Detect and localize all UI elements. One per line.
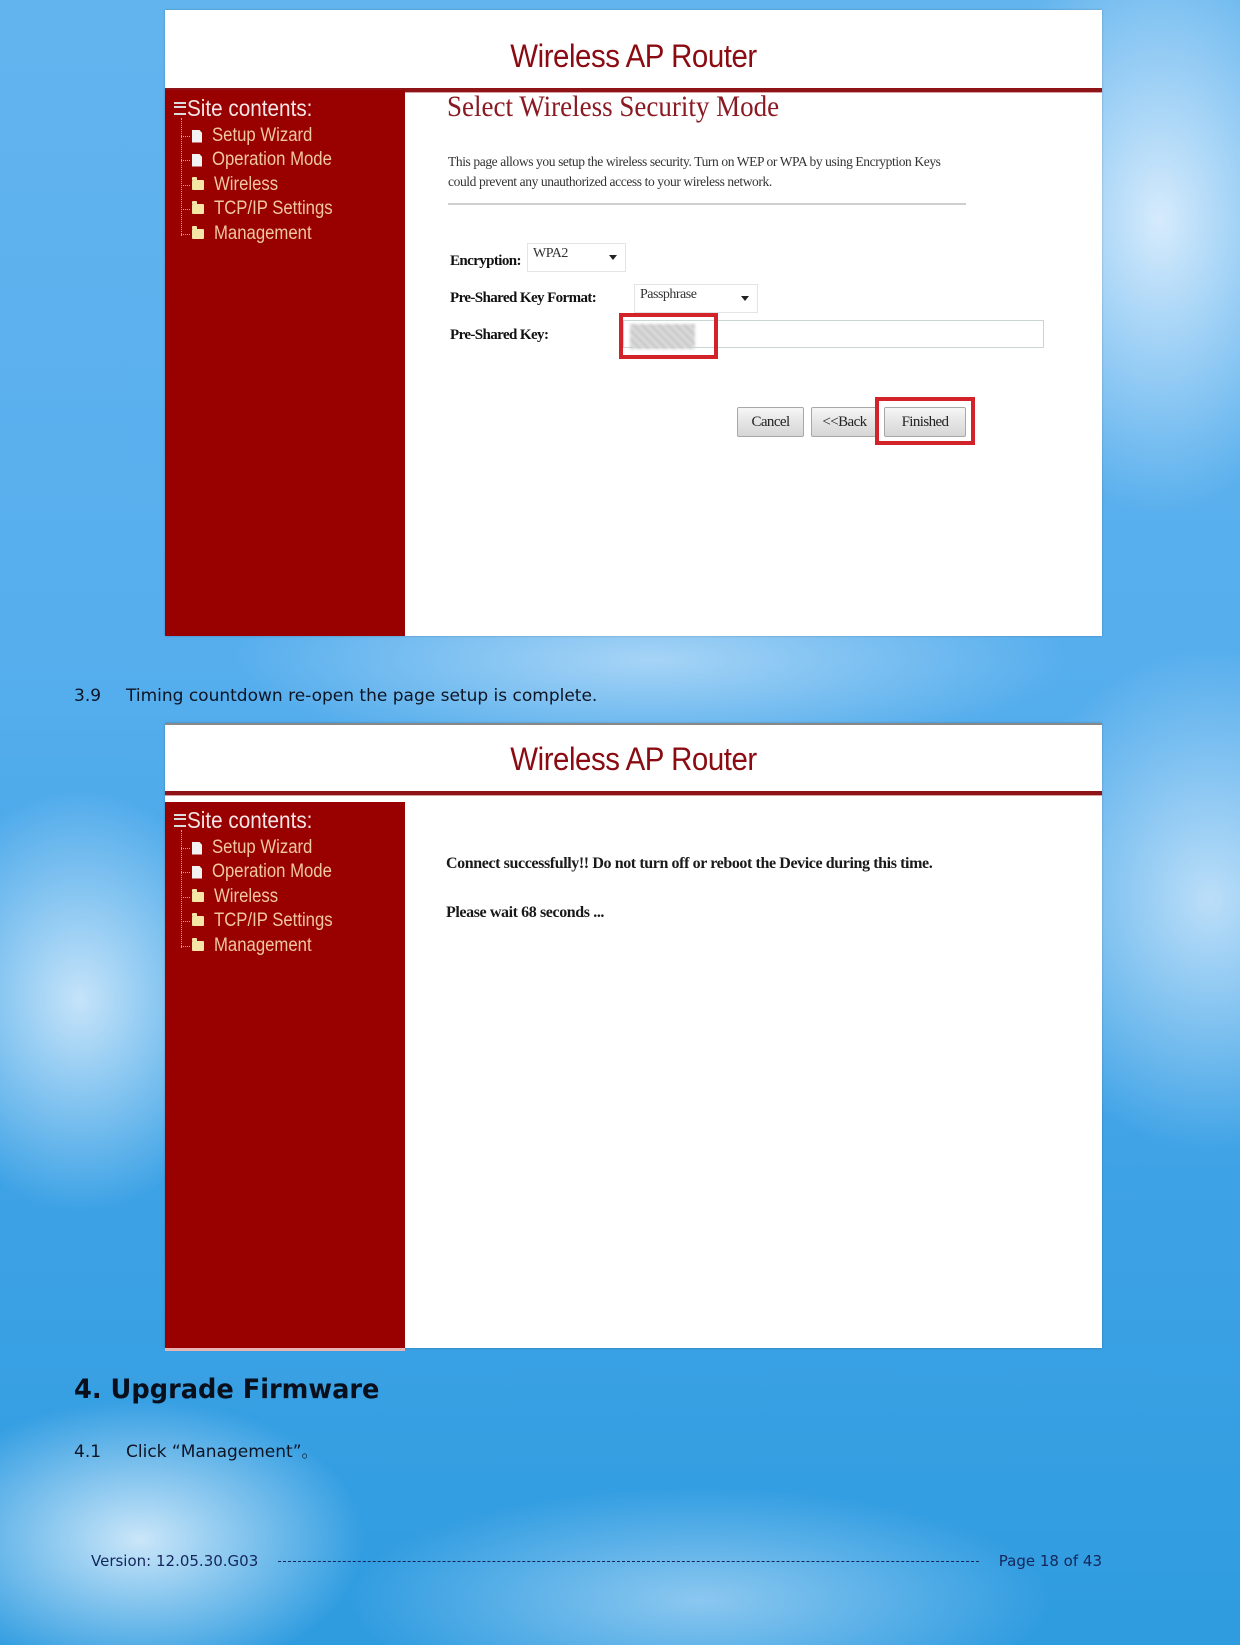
step-3-9: 3.9 Timing countdown re-open the page setup is complete.: [74, 686, 598, 706]
countdown-message: Please wait 68 seconds ...: [446, 904, 605, 921]
folder-icon: [192, 204, 204, 214]
connect-success-message: Connect successfully!! Do not turn off or reboot the Device during this time.: [446, 855, 933, 872]
folder-icon: [192, 229, 204, 239]
folder-icon: [192, 941, 204, 951]
psk-format-select[interactable]: Passphrase: [634, 284, 758, 313]
header-divider: [165, 791, 1102, 796]
app-title: Wireless AP Router: [510, 741, 757, 777]
content-divider: [448, 203, 966, 205]
sidebar-item-tcpip-settings[interactable]: TCP/IP Settings: [181, 197, 349, 221]
sidebar: [165, 802, 405, 1351]
section-heading-upgrade-firmware: 4. Upgrade Firmware: [74, 1374, 380, 1405]
sidebar-item-setup-wizard[interactable]: Setup Wizard: [181, 124, 326, 148]
app-title: Wireless AP Router: [510, 38, 757, 74]
folder-icon: [192, 180, 204, 190]
sidebar-item-operation-mode[interactable]: Operation Mode: [181, 860, 348, 884]
sidebar-item-management[interactable]: Management: [181, 222, 325, 246]
site-root-icon: [174, 814, 186, 827]
back-button[interactable]: <<Back: [811, 407, 878, 437]
finished-highlight-box: [875, 397, 975, 445]
chevron-down-icon: [741, 296, 749, 301]
sidebar-item-tcpip-settings[interactable]: TCP/IP Settings: [181, 909, 349, 933]
step-4-1: 4.1 Click “Management”。: [74, 1442, 319, 1462]
site-root-icon: [174, 102, 186, 115]
page-number: Page 18 of 43: [998, 1552, 1102, 1570]
sidebar-item-wireless[interactable]: Wireless: [181, 885, 287, 909]
chevron-down-icon: [609, 255, 617, 260]
document-icon: [192, 842, 202, 855]
document-icon: [192, 154, 202, 167]
page-footer: [91, 1549, 1102, 1573]
footer-divider: [278, 1561, 978, 1562]
cancel-button[interactable]: Cancel: [737, 407, 804, 437]
encryption-select[interactable]: WPA2: [527, 243, 626, 272]
finished-button[interactable]: Finished: [884, 407, 966, 437]
psk-label: Pre-Shared Key:: [450, 327, 549, 343]
router-screenshot-security: [165, 10, 1102, 636]
version-label: Version: 12.05.30.G03: [91, 1552, 259, 1570]
sidebar: [165, 90, 405, 636]
page-description: This page allows you setup the wireless security. Turn on WEP or WPA by using Encryption Keys could prevent any unauthorized access to your wireless network.: [448, 154, 941, 189]
folder-icon: [192, 916, 204, 926]
document-icon: [192, 130, 202, 143]
document-icon: [192, 866, 202, 879]
sidebar-title: Site contents:: [187, 807, 313, 833]
psk-format-label: Pre-Shared Key Format:: [450, 290, 597, 306]
router-screenshot-countdown: [165, 723, 1102, 1348]
psk-highlight-box: [619, 313, 718, 359]
sidebar-item-wireless[interactable]: Wireless: [181, 173, 287, 197]
sidebar-item-setup-wizard[interactable]: Setup Wizard: [181, 836, 326, 860]
encryption-label: Encryption:: [450, 253, 521, 269]
page-title: Select Wireless Security Mode: [447, 90, 780, 123]
sidebar-item-management[interactable]: Management: [181, 934, 325, 958]
folder-icon: [192, 892, 204, 902]
sidebar-item-operation-mode[interactable]: Operation Mode: [181, 148, 348, 172]
sidebar-title: Site contents:: [187, 95, 313, 121]
